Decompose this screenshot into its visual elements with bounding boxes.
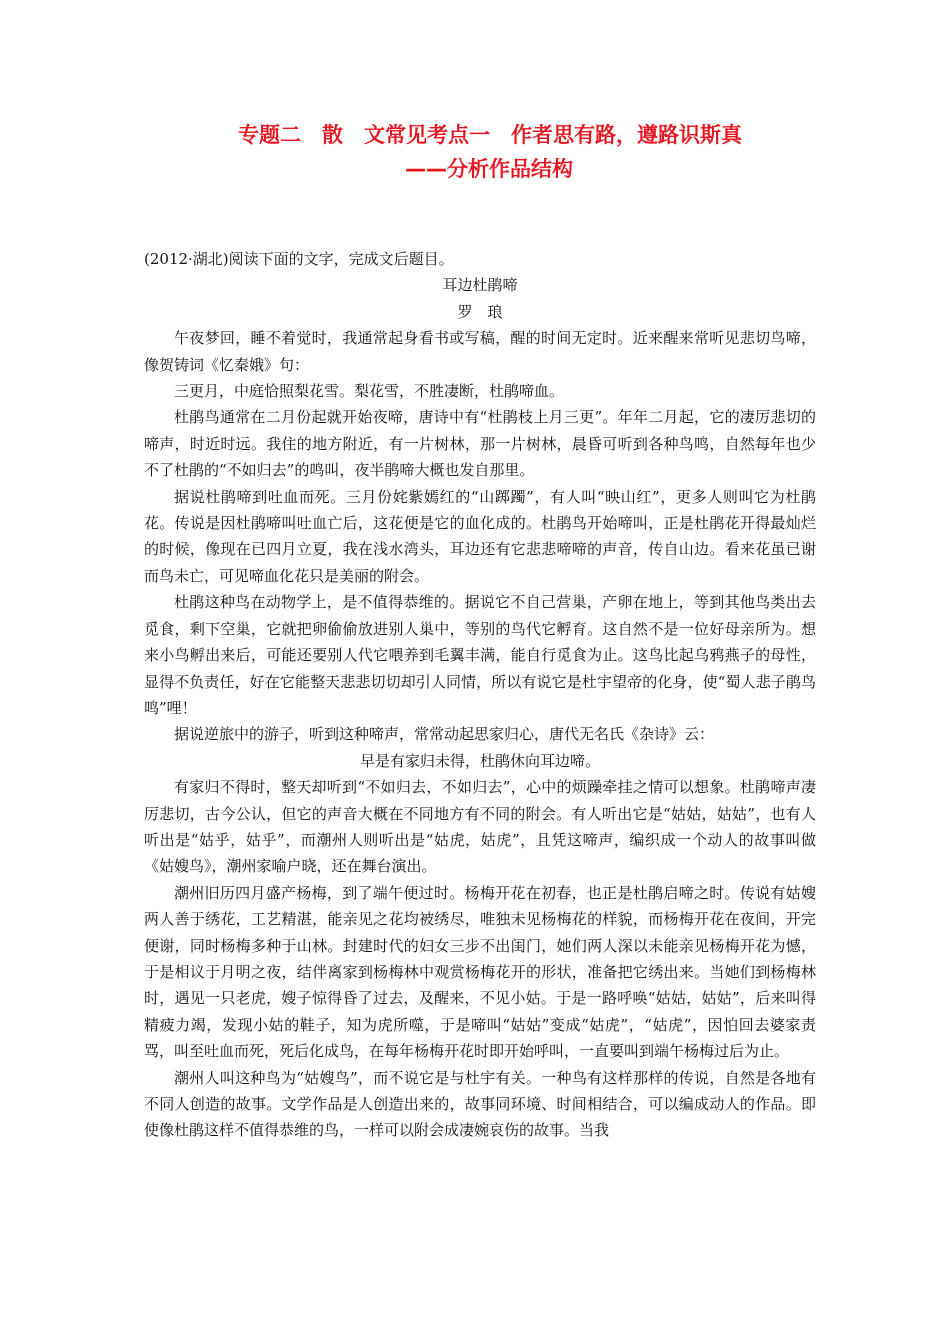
- paragraph: 据说逆旅中的游子，听到这种啼声，常常动起思家归心，唐代无名氏《杂诗》云：: [174, 725, 715, 744]
- article-author: 罗 琅: [457, 302, 503, 321]
- paragraph: 杜鹃这种鸟在动物学上，是不值得恭维的。据说它不自己营巢，产卵在地上，等到其他鸟类出去觅食，剩下空巢，它就把卵偷偷放进别人巢中，等别的鸟代它孵育。这自然不是一位好母亲所为。想来小鸟孵出来后，可能还要别人代它喂养到毛翼丰满，能自行觅食为止。这鸟比起乌鸦燕子的母性，显得不负责任，好在它能整天悲悲切切却引人同情，所以有说它是杜宇望帝的化身，使“蜀人悲子鹃鸟鸣”哩！: [144, 593, 816, 717]
- article-body: [144, 246, 816, 1144]
- paragraph: 杜鹃鸟通常在二月份起就开始夜啼，唐诗中有“杜鹃枝上月三更”。年年二月起，它的凄厉悲切的啼声，时近时远。我住的地方附近，有一片树林，那一片树林，晨昏可听到各种鸟鸣，自然每年也少不了杜鹃的“不如归去”的鸣叫，夜半鹃啼大概也发自那里。: [144, 408, 816, 480]
- paragraph: 有家归不得时，整天却听到“不如归去，不如归去”，心中的烦躁牵挂之情可以想象。杜鹃啼声凄厉悲切，古今公认，但它的声音大概在不同地方有不同的附会。有人听出它是“姑姑，姑姑”，也有人听出是“姑乎，姑乎”，而潮州人则听出是“姑虎，姑虎”，且凭这啼声，编织成一个动人的故事叫做《姑嫂鸟》，潮州家喻户晓，还在舞台演出。: [144, 778, 816, 876]
- page-title: [0, 118, 950, 186]
- paragraph: 据说杜鹃啼到吐血而死。三月份姹紫嫣红的“山踯躅”，有人叫“映山红”，更多人则叫它为杜鹃花。传说是因杜鹃啼叫吐血亡后，这花便是它的血化成的。杜鹃鸟开始啼叫，正是杜鹃花开得最灿烂的时候，像现在已四月立夏，我在浅水湾头，耳边还有它悲悲啼啼的声音，传自山边。看来花虽已谢而鸟未亡，可见啼血化花只是美丽的附会。: [144, 487, 816, 585]
- title-line-sub: ——分析作品结构: [405, 157, 573, 181]
- question-intro: (2012·湖北)阅读下面的文字，完成文后题目。: [144, 250, 454, 268]
- paragraph: 潮州人叫这种鸟为“姑嫂鸟”，而不说它是与杜宇有关。一种鸟有这样那样的传说，自然是各地有不同人创造的故事。文学作品是人创造出来的，故事同环境、时间相结合，可以编成动人的作品。即使像杜鹃这样不值得恭维的鸟，一样可以附会成凄婉哀伤的故事。当我: [144, 1068, 816, 1140]
- poem-quote: 早是有家归未得，杜鹃休向耳边啼。: [359, 751, 600, 770]
- article-title: 耳边杜鹃啼: [442, 276, 518, 295]
- paragraph: 潮州旧历四月盛产杨梅，到了端午便过时。杨梅开花在初春，也正是杜鹃启啼之时。传说有姑嫂两人善于绣花，工艺精湛，能亲见之花均被绣尽，唯独未见杨梅花的样貌，而杨梅开花在夜间，开完便谢，同时杨梅多种于山林。封建时代的妇女三步不出闺门，她们两人深以未能亲见杨梅开花为憾，于是相议于月明之夜，结伴离家到杨梅林中观赏杨梅花开的形状，准备把它绣出来。当她们到杨梅林时，遇见一只老虎，嫂子惊得昏了过去，及醒来，不见小姑。于是一路呼唤“姑姑，姑姑”，后来叫得精疲力竭，发现小姑的鞋子，知为虎所噬，于是啼叫“姑姑”变成“姑虎”，“姑虎”，因怕回去婆家责骂，叫至吐血而死，死后化成鸟，在每年杨梅开花时即开始呼叫，一直要叫到端午杨梅过后为止。: [144, 883, 816, 1061]
- poem-quote: 三更月，中庭恰照梨花雪。梨花雪，不胜凄断，杜鹃啼血。: [174, 382, 565, 401]
- paragraph: 午夜梦回，睡不着觉时，我通常起身看书或写稿，醒的时间无定时。近来醒来常听见悲切鸟啼，像贺铸词《忆秦娥》句：: [144, 329, 816, 374]
- title-line-main: 专题二 散 文常见考点一 作者思有路，遵路识斯真: [238, 123, 742, 147]
